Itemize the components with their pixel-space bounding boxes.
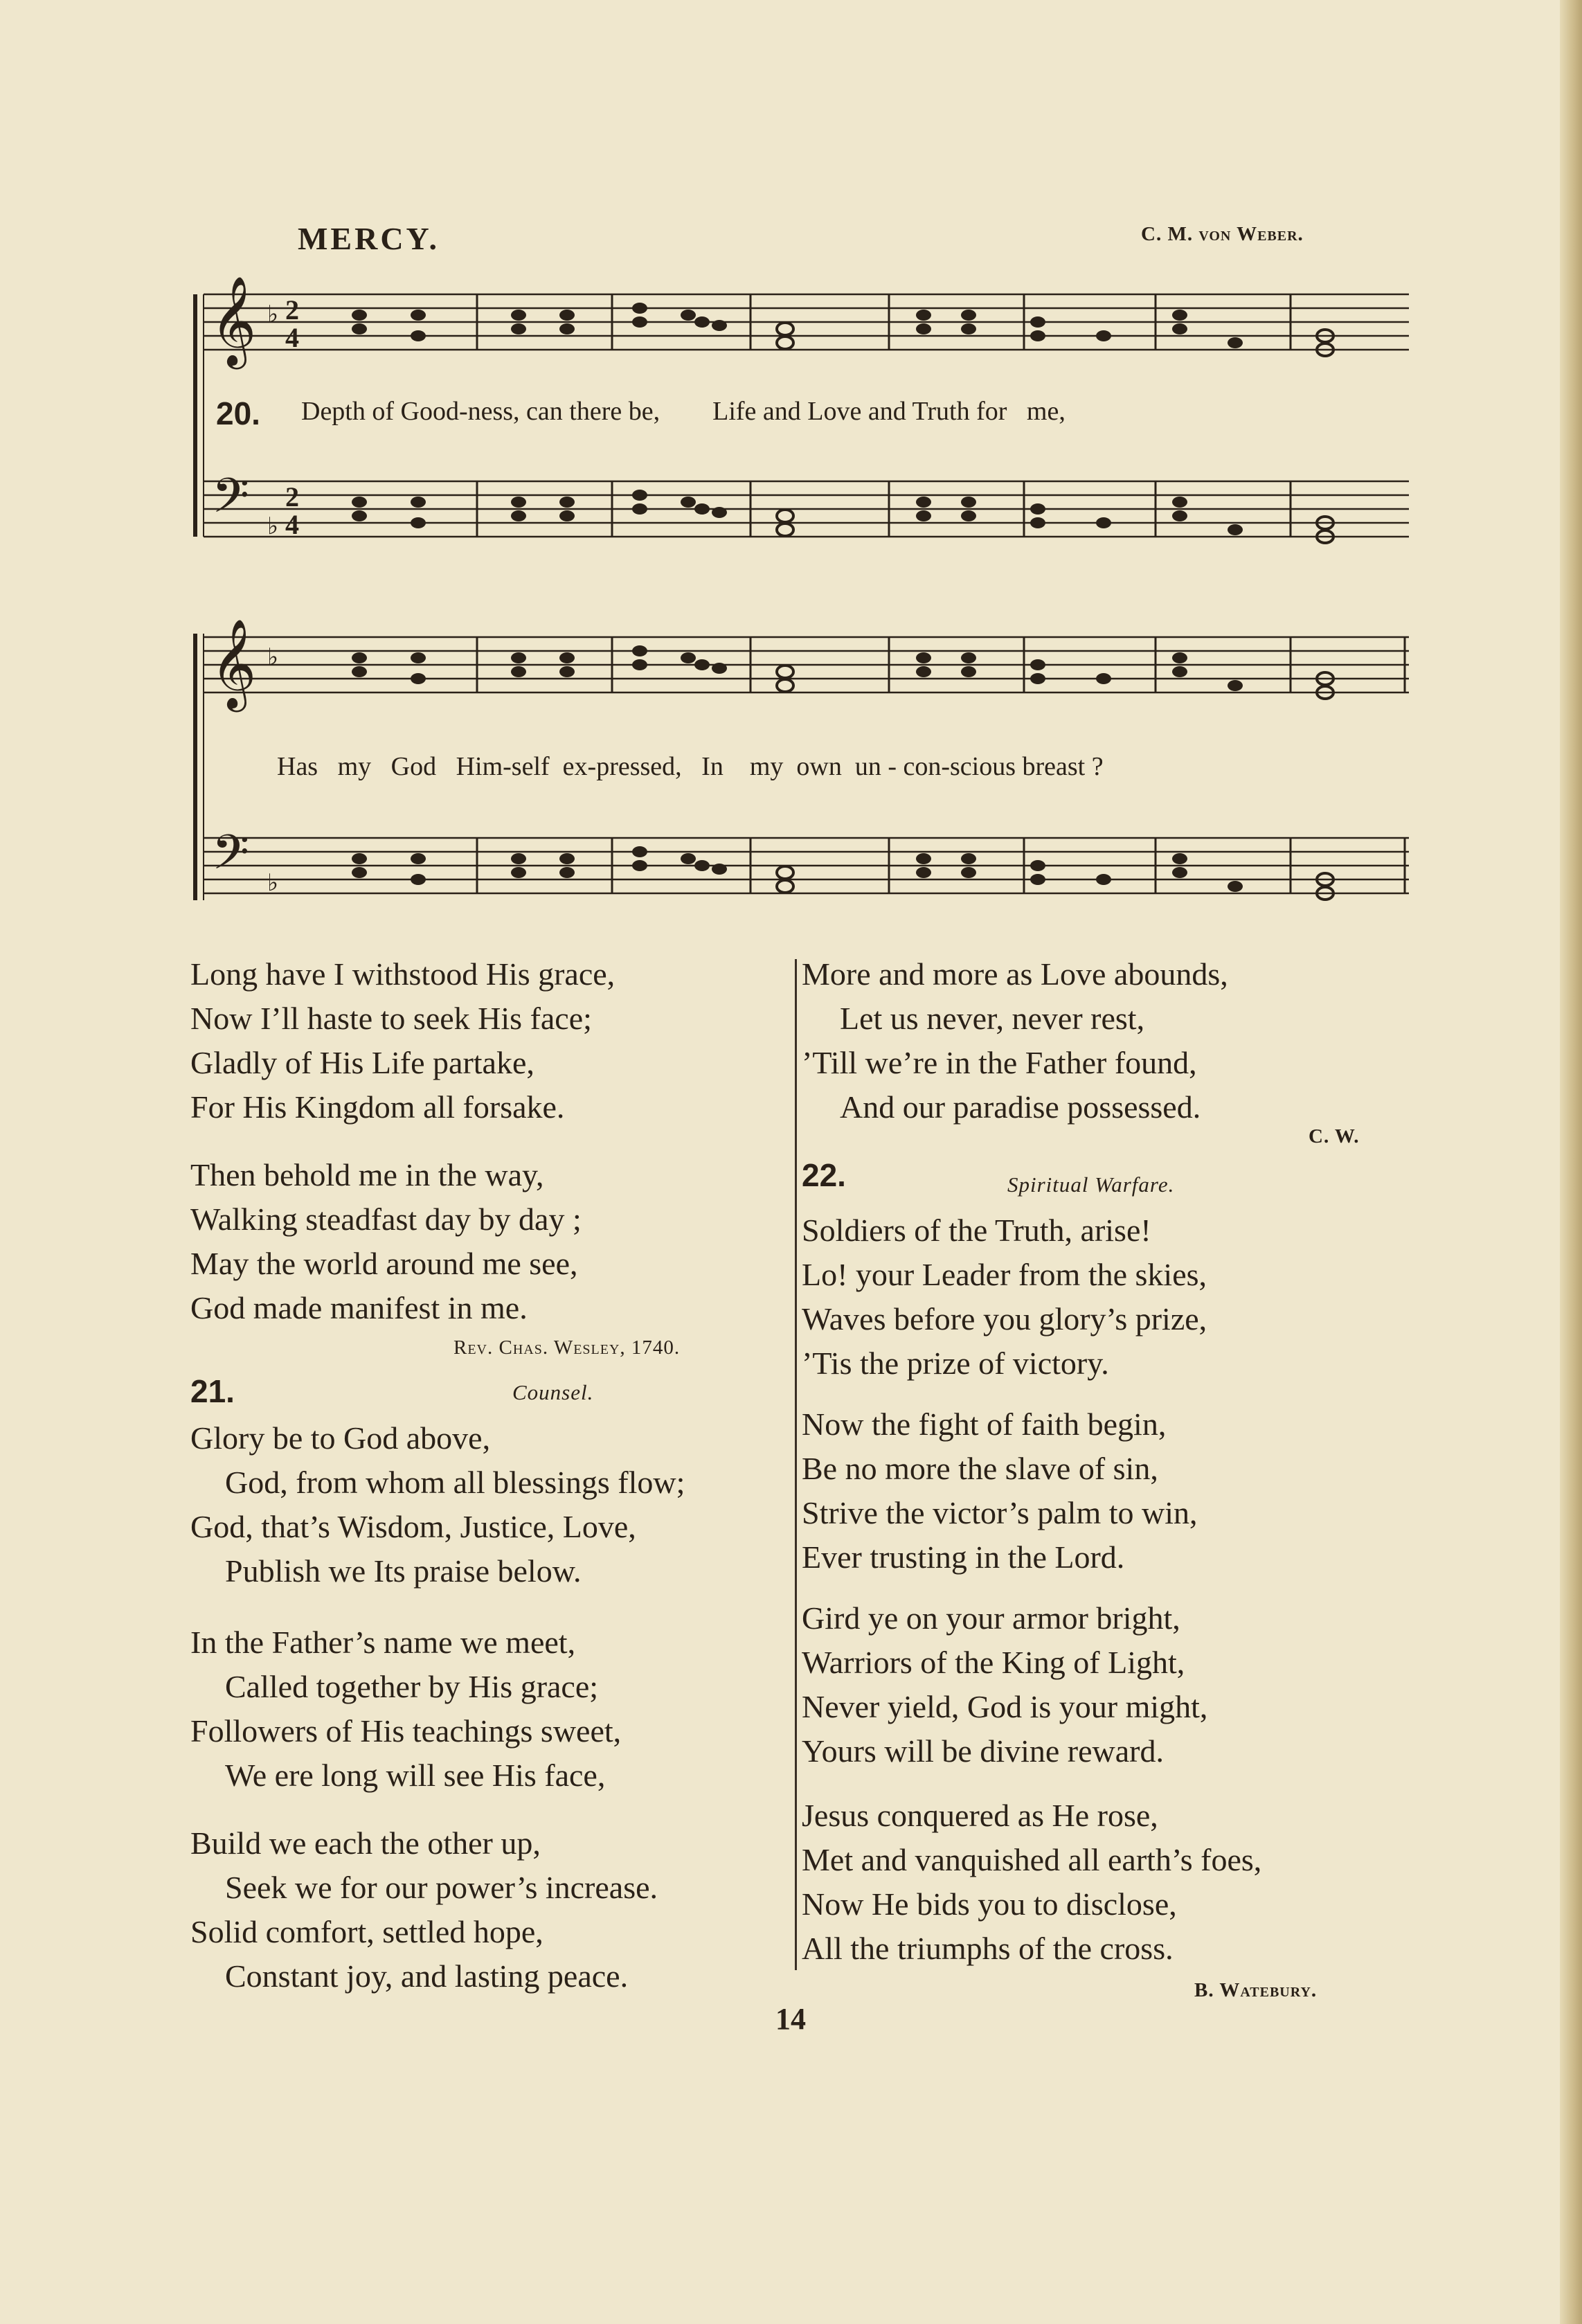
svg-text:♭: ♭ xyxy=(267,301,279,328)
lyric-line-2: Has my God Him-self ex-pressed, In my own un - con-scious breast ? xyxy=(277,752,1104,781)
page-edge xyxy=(1560,0,1582,2324)
svg-text:𝄢: 𝄢 xyxy=(212,467,250,535)
svg-text:4: 4 xyxy=(285,322,299,353)
svg-text:4: 4 xyxy=(285,509,299,540)
hymn-21-verse-2: In the Father’s name we meet, Called together by His grace; Followers of His teachings sweet, We ere long will see His face, xyxy=(190,1625,622,1793)
hymn-22-subtitle: Spiritual Warfare. xyxy=(1007,1172,1175,1197)
composer: C. M. von Weber. xyxy=(1141,223,1304,245)
svg-text:♭: ♭ xyxy=(267,512,279,540)
hymn-22-author: B. Watebury. xyxy=(1194,1979,1318,2001)
svg-text:♭: ♭ xyxy=(267,869,279,897)
column-rule xyxy=(795,959,797,1970)
hymn-21-subtitle: Counsel. xyxy=(512,1380,594,1404)
hymn-20-verse-2: Long have I withstood His grace, Now I’ll haste to seek His face; Gladly of His Life partake, For His Kingdom all forsake. xyxy=(190,956,615,1125)
hymn-22-number: 22. xyxy=(802,1157,846,1193)
hymn-21-verse-4: More and more as Love abounds, Let us never, never rest, ’Till we’re in the Father found, And our paradise possessed. xyxy=(802,956,1228,1125)
lyric-line-1: Depth of Good-ness, can there be, Life and Love and Truth for me, xyxy=(301,397,1066,426)
hymn-20-verse-3: Then behold me in the way, Walking steadfast day by day ; May the world around me see, God made manifest in me. xyxy=(190,1157,582,1325)
music-score xyxy=(187,267,1409,924)
hymn-22-verse-4: Jesus conquered as He rose, Met and vanquished all earth’s foes, Now He bids you to disclose, All the triumphs of the cross. xyxy=(802,1798,1262,1966)
tune-name: MERCY. xyxy=(298,221,440,256)
hymn-22-verse-3: Gird ye on your armor bright, Warriors of the King of Light, Never yield, God is your might, Yours will be divine reward. xyxy=(802,1600,1208,1769)
hymn-21-verse-1: Glory be to God above, God, from whom all blessings flow; God, that’s Wisdom, Justice, Love, Publish we Its praise below. xyxy=(190,1420,685,1589)
svg-text:𝄢: 𝄢 xyxy=(212,824,250,892)
hymn-21-number: 21. xyxy=(190,1373,235,1409)
svg-text:2: 2 xyxy=(285,481,299,512)
hymn-22-verse-1: Soldiers of the Truth, arise! Lo! your Leader from the skies, Waves before you glory’s prize, ’Tis the prize of victory. xyxy=(802,1213,1207,1381)
svg-text:𝄞: 𝄞 xyxy=(210,618,257,708)
svg-text:𝄞: 𝄞 xyxy=(210,276,257,366)
hymn-21-author: C. W. xyxy=(1309,1125,1360,1147)
hymn-21-verse-3: Build we each the other up, Seek we for our power’s increase. Solid comfort, settled hope, Constant joy, and lasting peace. xyxy=(190,1825,658,1994)
hymn-22-verse-2: Now the fight of faith begin, Be no more the slave of sin, Strive the victor’s palm to win, Ever trusting in the Lord. xyxy=(802,1406,1198,1575)
hymn-20-author: Rev. Chas. Wesley, 1740. xyxy=(453,1337,681,1359)
svg-text:2: 2 xyxy=(285,294,299,325)
page-number: 14 xyxy=(775,2002,806,2036)
hymn-20-number: 20. xyxy=(216,395,260,431)
svg-text:♭: ♭ xyxy=(267,643,279,671)
